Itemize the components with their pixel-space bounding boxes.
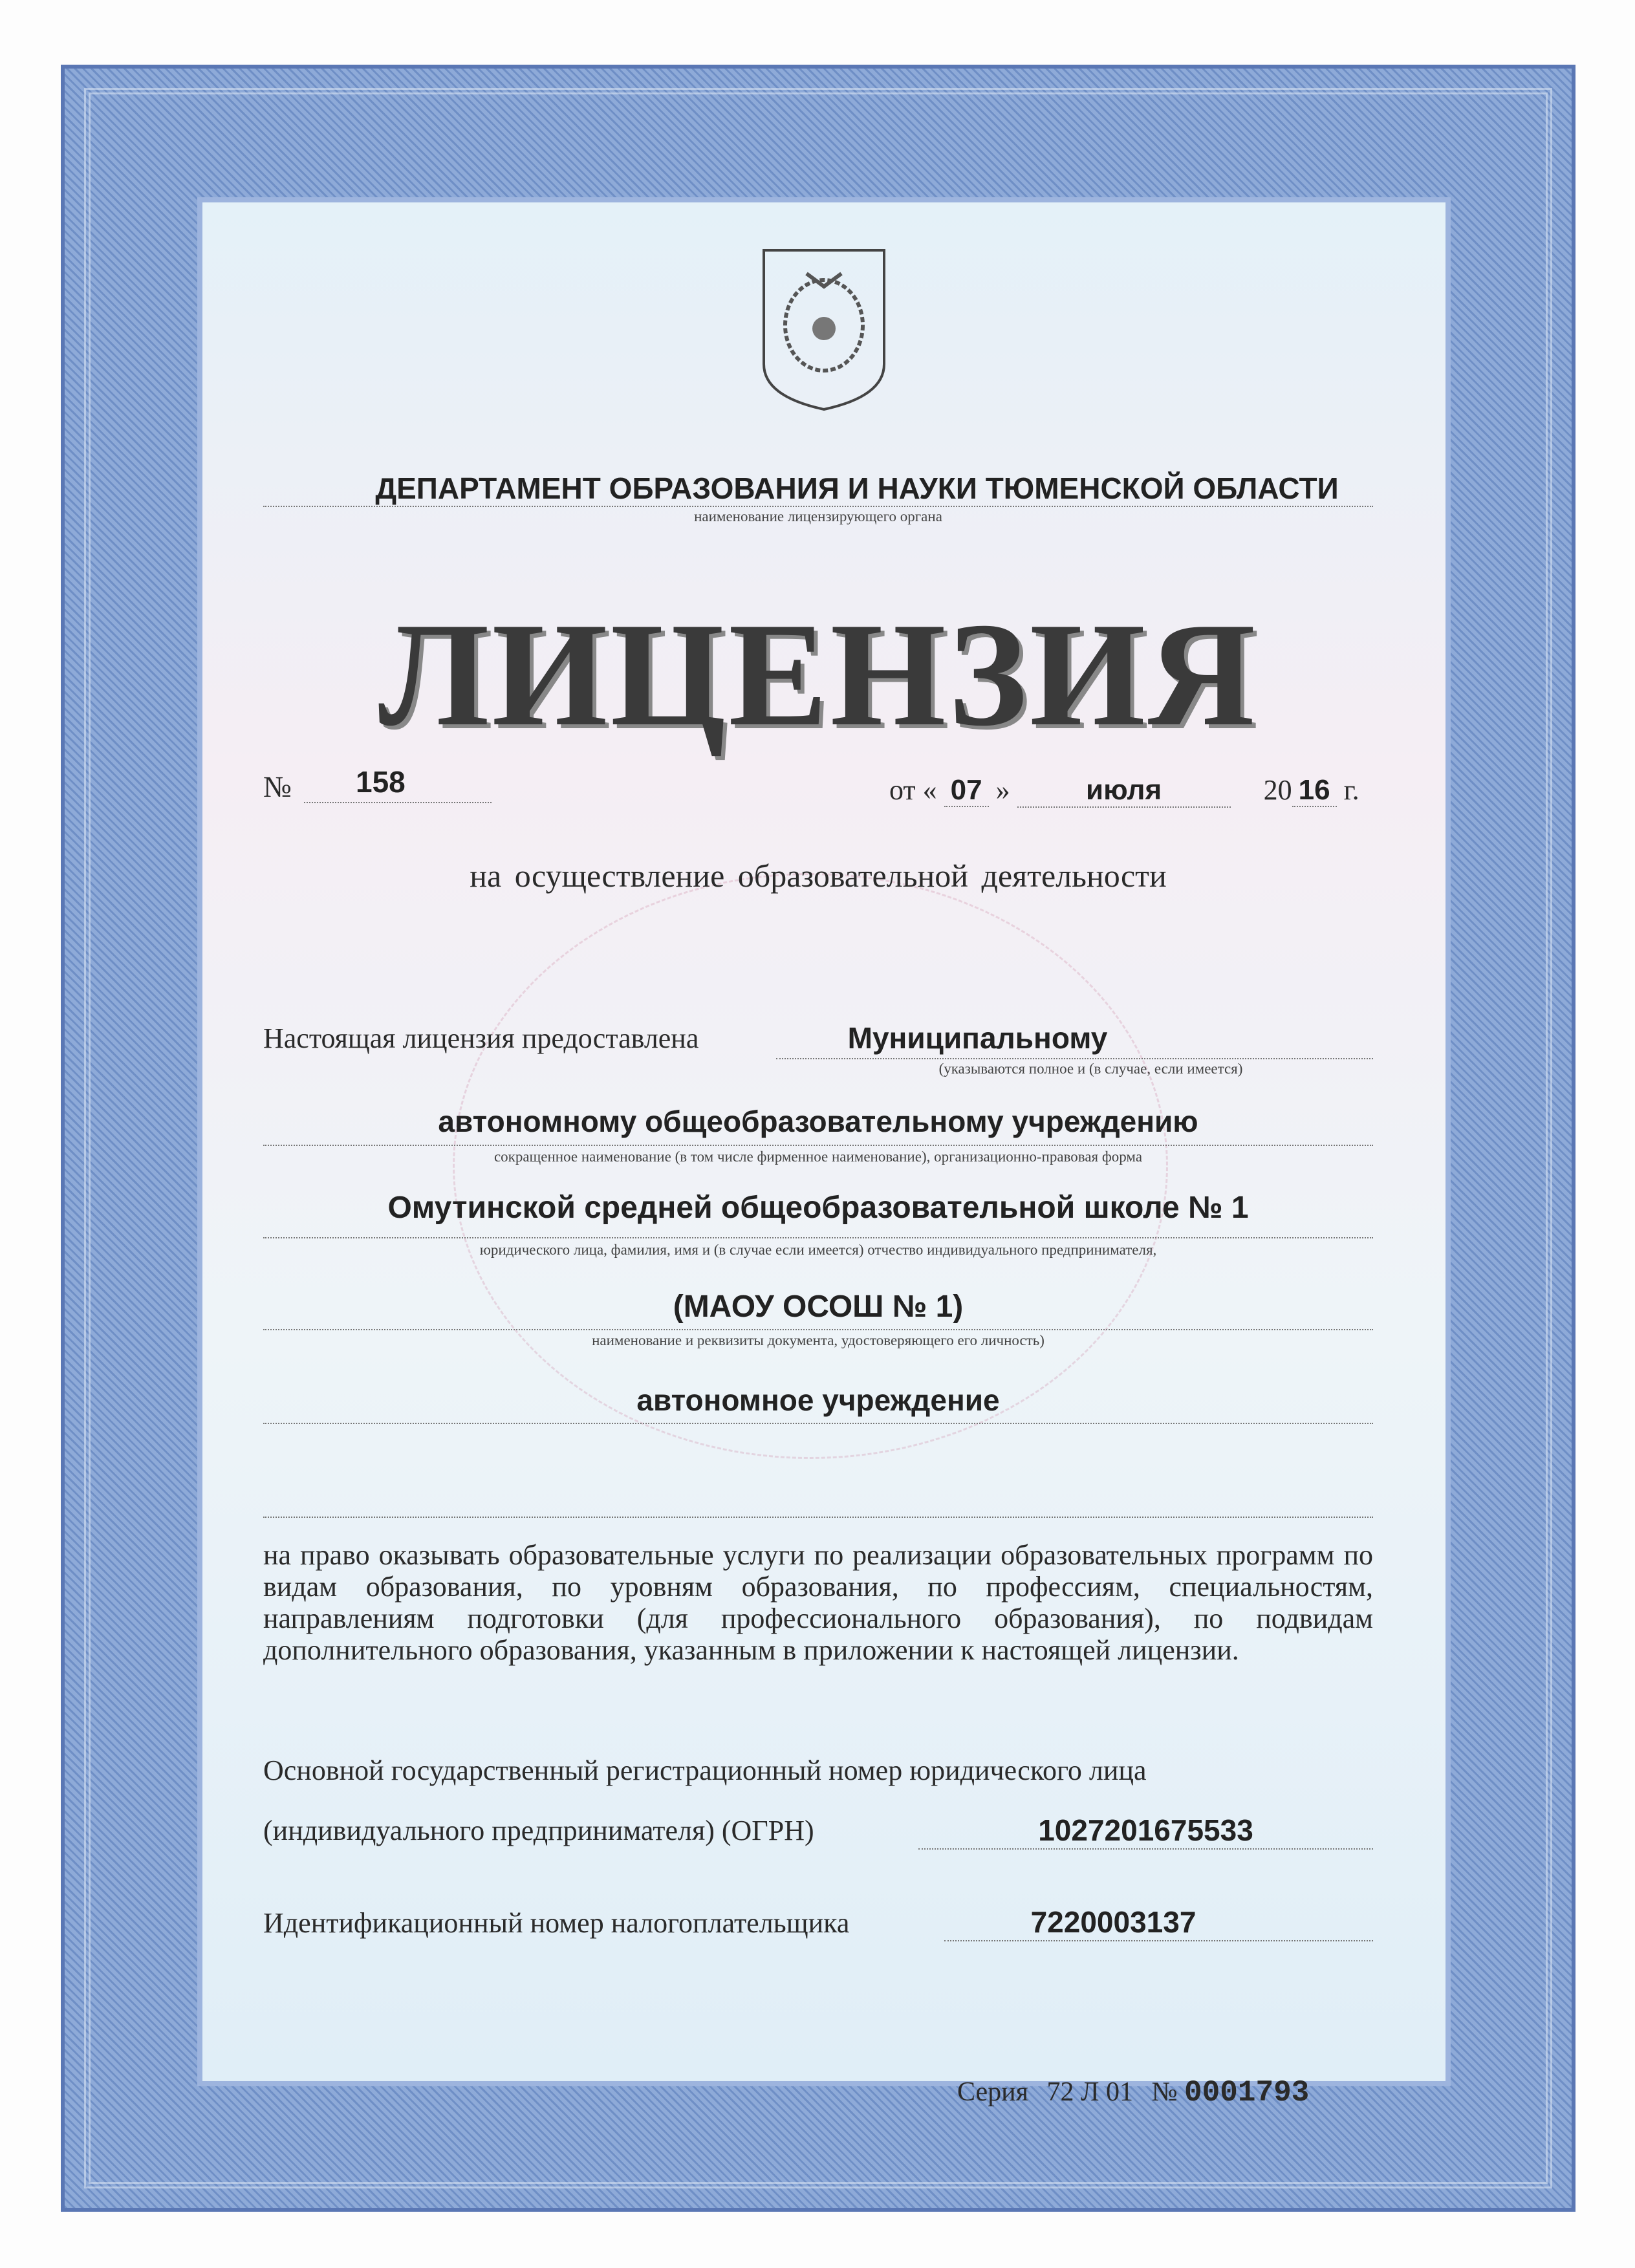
year-unit: г.	[1343, 774, 1359, 806]
grantee-line-3: Омутинской средней общеобразовательной школе № 1	[387, 1191, 1249, 1225]
grantee-line-5: автономное учреждение	[636, 1383, 1000, 1417]
ogrn-label-2: (индивидуального предпринимателя) (ОГРН)	[263, 1815, 814, 1846]
grantee-line-4-rule	[263, 1329, 1373, 1330]
document-title: ЛИЦЕНЗИЯ	[378, 592, 1258, 757]
grantee-line-5-rule	[263, 1423, 1373, 1424]
inn-value: 7220003137	[1030, 1905, 1196, 1939]
grantee-line-4: (МАОУ ОСОШ № 1)	[673, 1290, 964, 1324]
grantee-line-2: автономному общеобразовательному учреждению	[438, 1105, 1198, 1138]
grantee-caption-1: (указываются полное и (в случае, если имеется)	[938, 1061, 1243, 1077]
date-open-quote: «	[922, 774, 937, 806]
watermark-emblem	[453, 873, 1168, 1459]
year-prefix: 20	[1263, 774, 1292, 806]
grantee-caption-3: юридического лица, фамилия, имя и (в случае если имеется) отчество индивидуального предпринимателя,	[479, 1242, 1157, 1258]
inn-label: Идентификационный номер налогоплательщика	[263, 1907, 850, 1939]
series-label: Серия	[957, 2077, 1028, 2107]
grantee-line-3-rule	[263, 1237, 1373, 1238]
license-number: 158	[356, 765, 406, 799]
grantee-line-2-rule	[263, 1145, 1373, 1146]
blank-line	[263, 1517, 1373, 1518]
grantee-caption-4: наименование и реквизиты документа, удостоверяющего его личность)	[592, 1332, 1045, 1348]
date-close-quote: »	[995, 774, 1010, 806]
inn-line	[944, 1940, 1373, 1941]
authority-name: ДЕПАРТАМЕНТ ОБРАЗОВАНИЯ И НАУКИ ТЮМЕНСКОЙ ОБЛАСТИ	[375, 471, 1339, 505]
date-day: 07	[944, 774, 989, 807]
authority-caption: наименование лицензирующего органа	[694, 508, 942, 524]
grantee-line-1-rule	[776, 1058, 1373, 1059]
number-line	[304, 802, 492, 803]
coat-of-arms-emblem	[761, 248, 887, 412]
number-sign: №	[263, 770, 292, 803]
grantee-line-1: Муниципальному	[847, 1021, 1108, 1055]
grantee-caption-2: сокращенное наименование (в том числе фирменное наименование), организационно-правовая форма	[493, 1149, 1143, 1165]
license-purpose: на осуществление образовательной деятельности	[470, 858, 1167, 894]
license-date	[889, 773, 1359, 808]
authority-line	[263, 506, 1373, 507]
granted-label: Настоящая лицензия предоставлена	[263, 1022, 699, 1054]
series-block	[957, 2076, 1309, 2110]
ogrn-label-1: Основной государственный регистрационный номер юридического лица	[263, 1755, 1147, 1786]
series-number-sign: №	[1151, 2077, 1178, 2107]
rights-text: на право оказывать образовательные услуги по реализации образовательных программ по видам образования, по уровням образования, по профессиям, специальностям, направлениям подготовки (для профессионального образования), по подвидам дополнительного образования, указанным в приложении к настоящей лицензии.	[263, 1539, 1373, 1666]
date-prefix: от	[889, 774, 916, 806]
ogrn-value: 1027201675533	[1038, 1813, 1253, 1847]
date-month: июля	[1017, 774, 1231, 808]
ogrn-line	[918, 1848, 1373, 1850]
series-value: 72 Л 01	[1046, 2077, 1133, 2107]
series-number: 0001793	[1184, 2076, 1310, 2110]
year-suffix: 16	[1292, 774, 1337, 807]
